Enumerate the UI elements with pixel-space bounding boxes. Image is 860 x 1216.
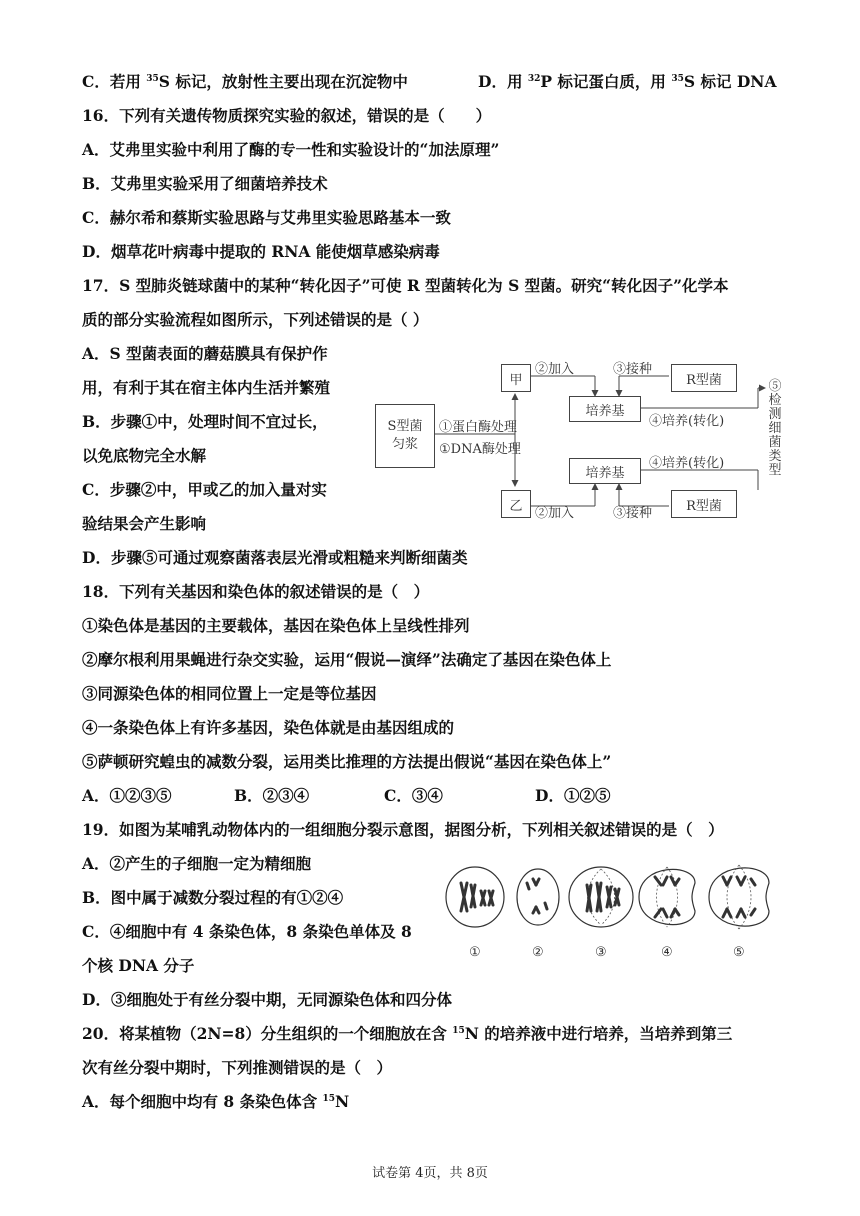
- q17-option-c-line2: 验结果会产生影响: [82, 514, 207, 533]
- q17-option-a-line1: A．S 型菌表面的蘑菇膜具有保护作: [82, 344, 328, 363]
- q18-statement-2: ②摩尔根利用果蝇进行杂交实验，运用“假说—演绎”法确定了基因在染色体上: [82, 650, 612, 669]
- q18-option-b: B．②③④: [234, 786, 310, 805]
- medium-box-bottom: 培养基: [569, 458, 641, 484]
- q17-stem-line2: 质的部分实验流程如图所示，下列述错误的是（ ）: [82, 310, 429, 329]
- cell-label-1: ①: [469, 945, 481, 960]
- medium-box-top: 培养基: [569, 396, 641, 422]
- protease-treatment-label: ①蛋白酶处理: [439, 420, 518, 435]
- cell-label-5: ⑤: [733, 945, 745, 960]
- q18-option-a: A．①②③⑤: [82, 786, 172, 805]
- cell-division-figure: [443, 855, 788, 965]
- q18-option-c: C．③④: [384, 786, 443, 805]
- q20-stem-line1: 20．将某植物（2N=8）分生组织的一个细胞放在含 $^{15}$N 的培养液中进行培养，当培养到第三: [82, 1024, 733, 1043]
- jia-box: 甲: [501, 364, 531, 392]
- q20-stem-line2: 次有丝分裂中期时，下列推测错误的是（ ）: [82, 1058, 393, 1077]
- q20-option-a: A．每个细胞中均有 8 条染色体含 $^{15}$N: [82, 1092, 350, 1111]
- q15-option-d: D．用 $^{32}$P 标记蛋白质，用 $^{35}$S 标记 DNA: [478, 72, 777, 91]
- s-type-homogenate-box: S型菌 匀浆: [375, 404, 435, 468]
- q16-option-d: D．烟草花叶病毒中提取的 RNA 能使烟草感染病毒: [82, 242, 440, 261]
- inoculate-label-top: ③接种: [613, 362, 653, 377]
- page-footer: 试卷第 4页，共 8页: [372, 1166, 488, 1181]
- q18-option-d: D．①②⑤: [535, 786, 611, 805]
- q17-option-b-line1: B．步骤①中，处理时间不宜过长，: [82, 412, 328, 431]
- detect-bacteria-type-label: ⑤检测细菌类型: [768, 379, 782, 478]
- cell-division-drawings: [443, 855, 788, 945]
- cell-label-4: ④: [661, 945, 673, 960]
- yi-box: 乙: [501, 490, 531, 518]
- q16-option-c: C．赫尔希和蔡斯实验思路与艾弗里实验思路基本一致: [82, 208, 451, 227]
- add-label-bottom: ②加入: [535, 506, 575, 521]
- q17-option-b-line2: 以免底物完全水解: [82, 446, 207, 465]
- cell-label-3: ③: [595, 945, 607, 960]
- culture-label-bottom: ④培养(转化): [649, 456, 725, 471]
- q19-option-b: B．图中属于减数分裂过程的有①②④: [82, 888, 344, 907]
- q15-option-c: C．若用 $^{35}$S 标记，放射性主要出现在沉淀物中: [82, 72, 408, 91]
- q17-option-a-line2: 用，有利于其在宿主体内生活并繁殖: [82, 378, 331, 397]
- r-type-box-top: R型菌: [671, 364, 737, 392]
- q18-statement-5: ⑤萨顿研究蝗虫的减数分裂，运用类比推理的方法提出假说“基因在染色体上”: [82, 752, 612, 771]
- q19-option-a: A．②产生的子细胞一定为精细胞: [82, 854, 312, 873]
- q17-stem-line1: 17．S 型肺炎链球菌中的某种“转化因子”可使 R 型菌转化为 S 型菌。研究“转化因子”化学本: [82, 276, 729, 295]
- q18-statement-3: ③同源染色体的相同位置上一定是等位基因: [82, 684, 377, 703]
- q19-option-c-line1: C．④细胞中有 4 条染色体，8 条染色单体及 8: [82, 922, 412, 941]
- q19-option-c-line2: 个核 DNA 分子: [82, 956, 195, 975]
- q18-statement-4: ④一条染色体上有许多基因，染色体就是由基因组成的: [82, 718, 455, 737]
- dnase-treatment-label: ①DNA酶处理: [439, 442, 521, 457]
- q17-option-c-line1: C．步骤②中，甲或乙的加入量对实: [82, 480, 327, 499]
- q16-option-a: A．艾弗里实验中利用了酶的专一性和实验设计的“加法原理”: [82, 140, 500, 159]
- q16-option-b: B．艾弗里实验采用了细菌培养技术: [82, 174, 328, 193]
- add-label-top: ②加入: [535, 362, 575, 377]
- cell-label-2: ②: [532, 945, 544, 960]
- transformation-flowchart: [373, 358, 793, 528]
- inoculate-label-bottom: ③接种: [613, 506, 653, 521]
- q18-statement-1: ①染色体是基因的主要载体，基因在染色体上呈线性排列: [82, 616, 470, 635]
- q18-stem: 18．下列有关基因和染色体的叙述错误的是（ ）: [82, 582, 430, 601]
- q17-option-d: D．步骤⑤可通过观察菌落表层光滑或粗糙来判断细菌类: [82, 548, 468, 567]
- r-type-box-bottom: R型菌: [671, 490, 737, 518]
- q16-stem: 16．下列有关遗传物质探究实验的叙述，错误的是（ ）: [82, 106, 492, 125]
- q19-option-d: D．③细胞处于有丝分裂中期，无同源染色体和四分体: [82, 990, 452, 1009]
- q19-stem: 19．如图为某哺乳动物体内的一组细胞分裂示意图，据图分析，下列相关叙述错误的是（ ）: [82, 820, 724, 839]
- culture-label-top: ④培养(转化): [649, 414, 725, 429]
